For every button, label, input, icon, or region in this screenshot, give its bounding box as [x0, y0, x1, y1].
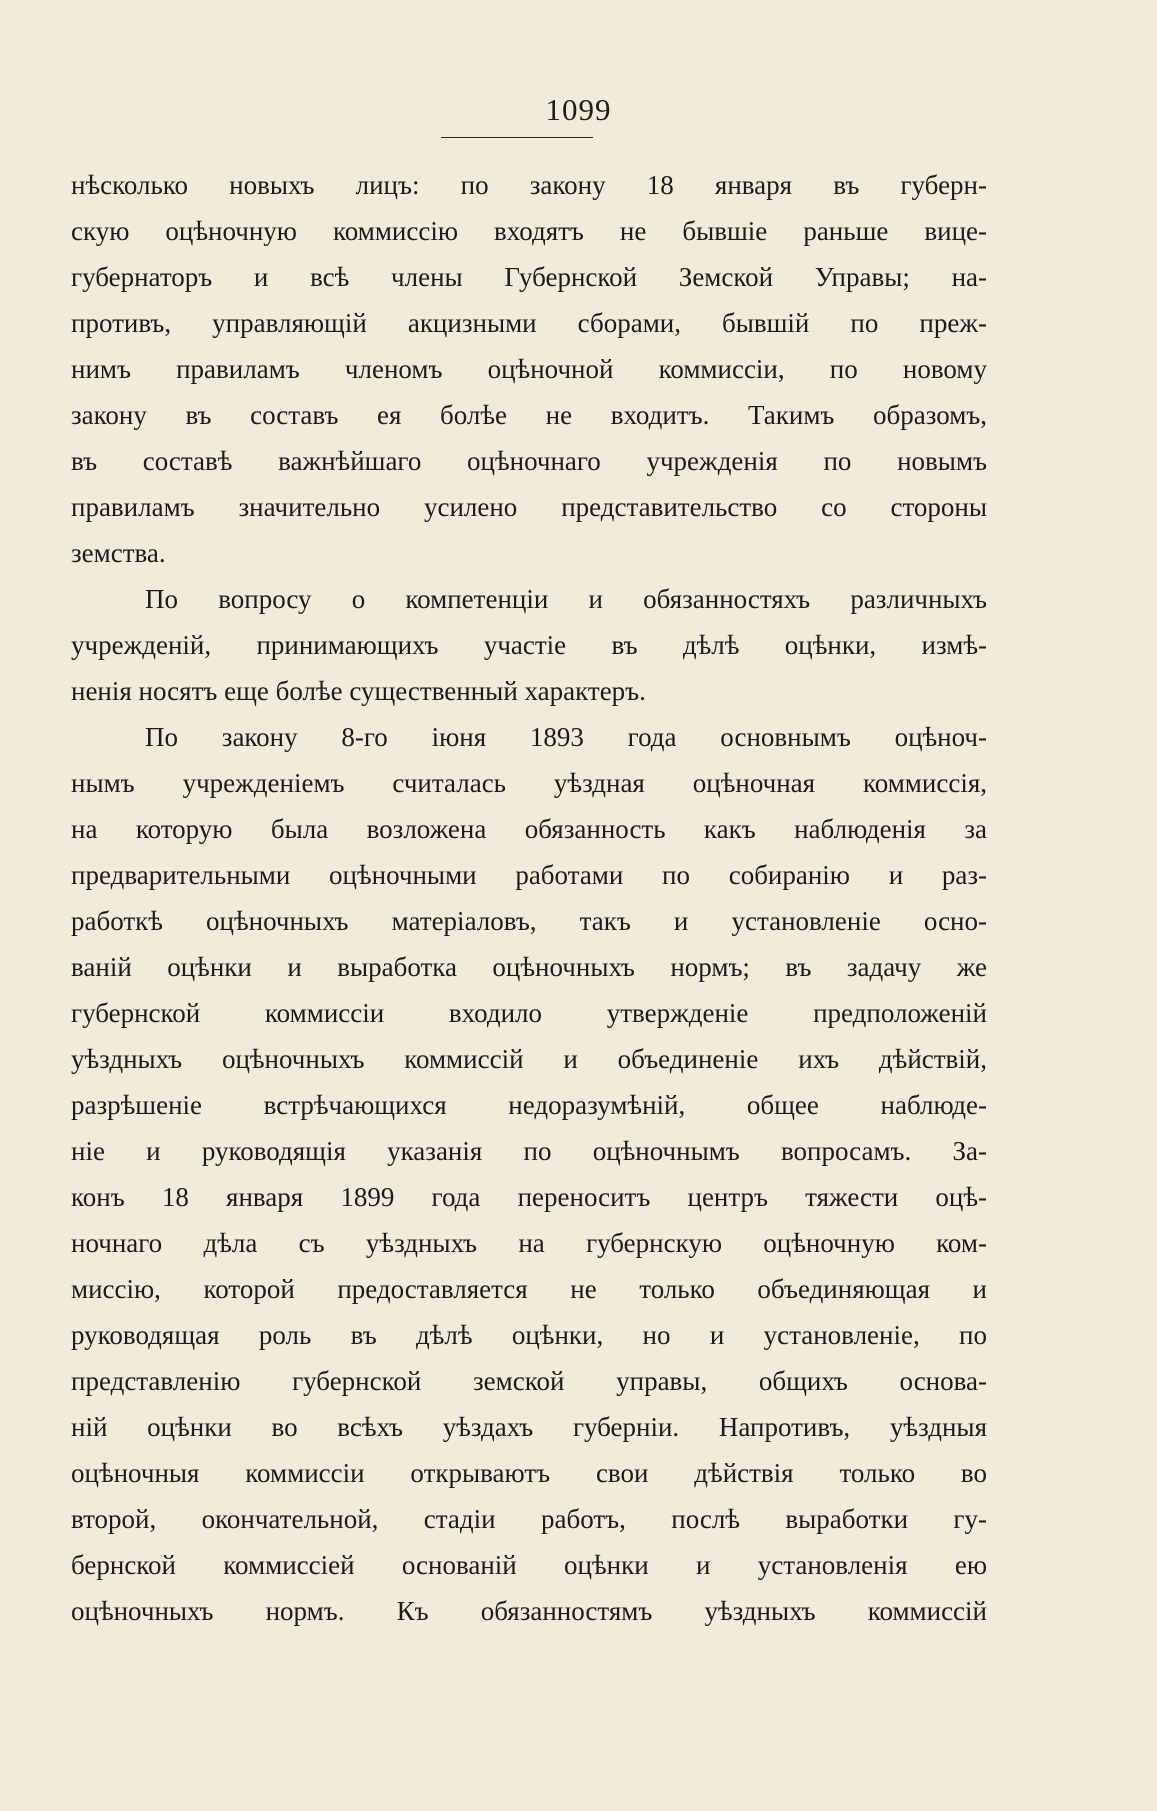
text-line: работкѣ оцѣночныхъ матеріаловъ, такъ и установленіе осно-	[71, 906, 987, 936]
text-line: губернаторъ и всѣ члены Губернской Земской Управы; на-	[71, 262, 987, 292]
text-line: бернской коммиссіей основаній оцѣнки и установленія ею	[71, 1550, 987, 1580]
text-line: конъ 18 января 1899 года переноситъ центръ тяжести оцѣ-	[71, 1182, 987, 1212]
page-number: 1099	[545, 92, 612, 127]
text-line: оцѣночныхъ нормъ. Къ обязанностямъ уѣздныхъ коммиссій	[71, 1596, 987, 1626]
text-line: нымъ учрежденіемъ считалась уѣздная оцѣночная коммиссія,	[71, 768, 987, 798]
body-text	[71, 162, 987, 1634]
text-line: закону въ составъ ея болѣе не входитъ. Такимъ образомъ,	[71, 400, 987, 430]
text-line: ваній оцѣнки и выработка оцѣночныхъ нормъ; въ задачу же	[71, 952, 987, 982]
text-line: губернской коммиссіи входило утвержденіе предположеній	[71, 998, 987, 1028]
text-line: нимъ правиламъ членомъ оцѣночной коммиссіи, по новому	[71, 354, 987, 384]
text-line: представленію губернской земской управы, общихъ основа-	[71, 1366, 987, 1396]
text-line: второй, окончательной, стадіи работъ, послѣ выработки гу-	[71, 1504, 987, 1534]
text-line: разрѣшеніе встрѣчающихся недоразумѣній, общее наблюде-	[71, 1090, 987, 1120]
text-line: ній оцѣнки во всѣхъ уѣздахъ губерніи. Напротивъ, уѣздныя	[71, 1412, 987, 1442]
text-line: предварительными оцѣночными работами по собиранію и раз-	[71, 860, 987, 890]
text-line: уѣздныхъ оцѣночныхъ коммиссій и объединеніе ихъ дѣйствій,	[71, 1044, 987, 1074]
text-line: ненія носятъ еще болѣе существенный характеръ.	[71, 676, 646, 706]
text-line: миссію, которой предоставляется не только объединяющая и	[71, 1274, 987, 1304]
text-line: ночнаго дѣла съ уѣздныхъ на губернскую оцѣночную ком-	[71, 1228, 987, 1258]
text-line: ніе и руководящія указанія по оцѣночнымъ вопросамъ. За-	[71, 1136, 987, 1166]
text-line: По вопросу о компетенціи и обязанностяхъ различныхъ	[145, 584, 987, 614]
text-line: на которую была возложена обязанность какъ наблюденія за	[71, 814, 987, 844]
text-line: правиламъ значительно усилено представительство со стороны	[71, 492, 987, 522]
text-line: По закону 8-го іюня 1893 года основнымъ оцѣноч-	[145, 722, 987, 752]
text-line: противъ, управляющій акцизными сборами, бывшій по преж-	[71, 308, 987, 338]
text-line: нѣсколько новыхъ лицъ: по закону 18 января въ губерн-	[71, 170, 987, 200]
text-line: земства.	[71, 538, 166, 568]
text-line: учрежденій, принимающихъ участіе въ дѣлѣ оцѣнки, измѣ-	[71, 630, 987, 660]
header-rule	[441, 137, 593, 138]
text-line: оцѣночныя коммиссіи открываютъ свои дѣйствія только во	[71, 1458, 987, 1488]
text-line: руководящая роль въ дѣлѣ оцѣнки, но и установленіе, по	[71, 1320, 987, 1350]
text-line: скую оцѣночную коммиссію входятъ не бывшіе раньше вице-	[71, 216, 987, 246]
text-line: въ составѣ важнѣйшаго оцѣночнаго учрежденія по новымъ	[71, 446, 987, 476]
